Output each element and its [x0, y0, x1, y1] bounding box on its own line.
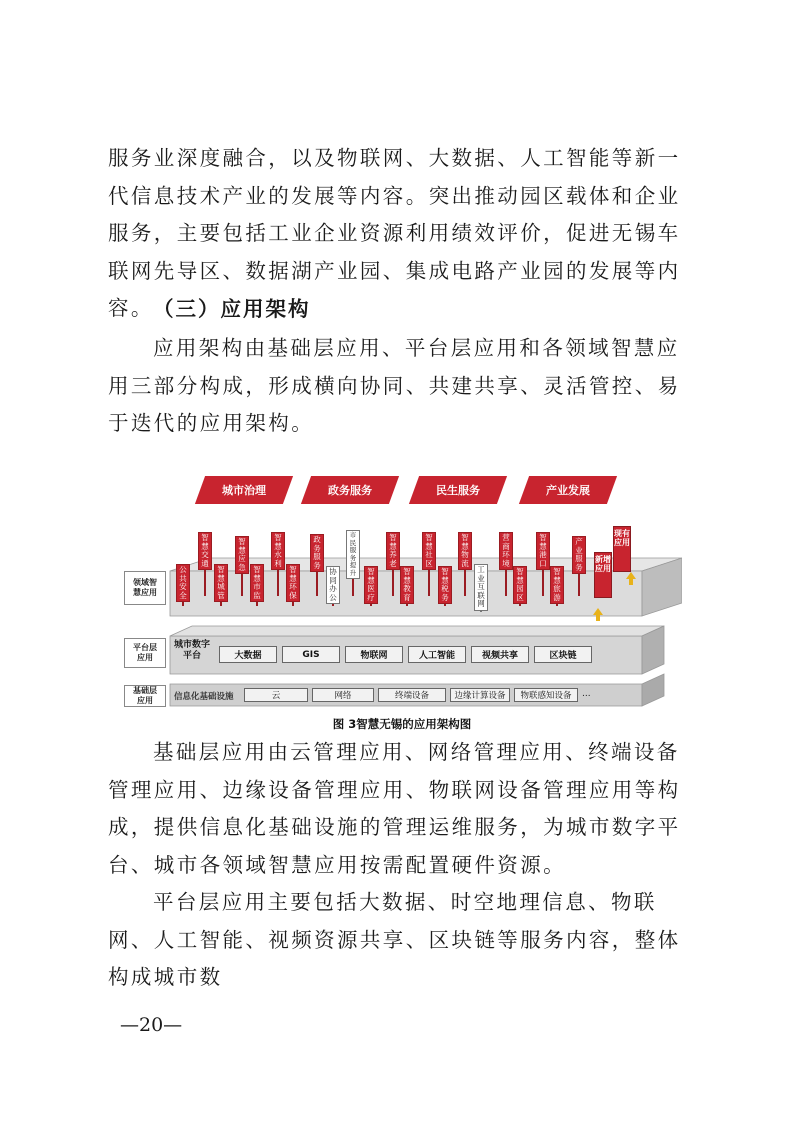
base-cloud: 云	[244, 688, 308, 702]
banner-city-governance: 城市治理	[195, 476, 293, 504]
banner-gov-services: 政务服务	[301, 476, 399, 504]
sign-smart-city-mgmt: 智慧城管	[214, 564, 228, 602]
sign-new-apps: 新增应用	[594, 552, 612, 598]
platform-title: 城市数字平台	[173, 640, 210, 661]
architecture-figure	[122, 466, 682, 734]
sign-smart-elderly: 智慧养老	[386, 532, 400, 570]
base-title: 信息化基础设施	[174, 692, 234, 702]
paragraph-platform-layer: 平台层应用主要包括大数据、时空地理信息、物联网、人工智能、视频资源共享、区块链等服务内容，整体构成城市数	[108, 890, 681, 989]
sign-smart-tax: 智慧税务	[438, 566, 452, 604]
sign-citizen-service: 市民服务提升	[346, 530, 360, 579]
sign-smart-community: 智慧社区	[422, 532, 436, 570]
base-network: 网络	[312, 688, 374, 702]
platform-ai: 人工智能	[408, 646, 466, 663]
label-domain-layer: 领域智慧应用	[124, 571, 166, 605]
platform-iot: 物联网	[345, 646, 403, 663]
label-platform-layer: 平台层应用	[124, 638, 166, 668]
section-heading: （三）应用架构	[153, 297, 311, 321]
banner-industry: 产业发展	[519, 476, 617, 504]
platform-bigdata: 大数据	[219, 646, 277, 663]
arrow-up-icon	[626, 572, 636, 579]
sign-smart-logistics: 智慧物流	[458, 532, 472, 570]
sign-existing-apps: 现有应用	[613, 526, 631, 572]
paragraph-architecture: 应用架构由基础层应用、平台层应用和各领域智慧应用三部分构成，形成横向协同、共建共享、灵活管控、易于迭代的应用架构。	[108, 336, 681, 435]
sign-smart-park: 智慧园区	[513, 566, 527, 604]
platform-gis: GIS	[282, 646, 340, 663]
platform-video: 视频共享	[471, 646, 529, 663]
label-base-layer: 基础层应用	[124, 685, 166, 707]
sign-smart-medical: 智慧医疗	[364, 566, 378, 604]
sign-public-safety: 公共安全	[176, 564, 190, 602]
paragraph-base-layer: 基础层应用由云管理应用、网络管理应用、终端设备管理应用、边缘设备管理应用、物联网设备管理应用等构成，提供信息化基础设施的管理运维服务，为城市数字平台、城市各领域智慧应用按需配置硬件资源。	[108, 740, 681, 877]
sign-smart-tourism: 智慧旅游	[550, 566, 564, 604]
sign-smart-port: 智慧港口	[536, 532, 550, 570]
base-edge: 边缘计算设备	[450, 688, 510, 702]
base-iot-sensor: 物联感知设备	[514, 688, 578, 702]
sign-industrial-internet: 工业互联网	[474, 564, 488, 611]
sign-smart-env: 智慧环保	[286, 564, 300, 602]
sign-industry-service: 产业服务	[572, 536, 586, 574]
sign-smart-water: 智慧水利	[271, 532, 285, 570]
sign-smart-education: 智慧教育	[400, 566, 414, 604]
figure-caption: 图 3智慧无锡的应用架构图	[332, 717, 472, 731]
base-terminal: 终端设备	[378, 688, 446, 702]
platform-blockchain: 区块链	[534, 646, 592, 663]
page-number: —20—	[120, 1014, 183, 1036]
sign-smart-market: 智慧市监	[250, 564, 264, 602]
paragraph-intro: 服务业深度融合，以及物联网、大数据、人工智能等新一代信息技术产业的发展等内容。突出推动园区载体和企业服务，主要包括工业企业资源利用绩效评价，促进无锡车联网先导区、数据湖产业园、集成电路产业园的发展等内容。	[108, 146, 681, 320]
sign-smart-transport: 智慧交通	[198, 532, 212, 570]
sign-collab-office: 协同办公	[326, 566, 340, 604]
sign-smart-emergency: 智慧应急	[235, 536, 249, 574]
sign-business-env: 营商环境	[499, 532, 513, 570]
banner-livelihood: 民生服务	[409, 476, 507, 504]
arrow-up-icon	[593, 608, 603, 615]
base-more: ...	[582, 689, 591, 699]
sign-gov-service: 政务服务	[310, 534, 324, 572]
